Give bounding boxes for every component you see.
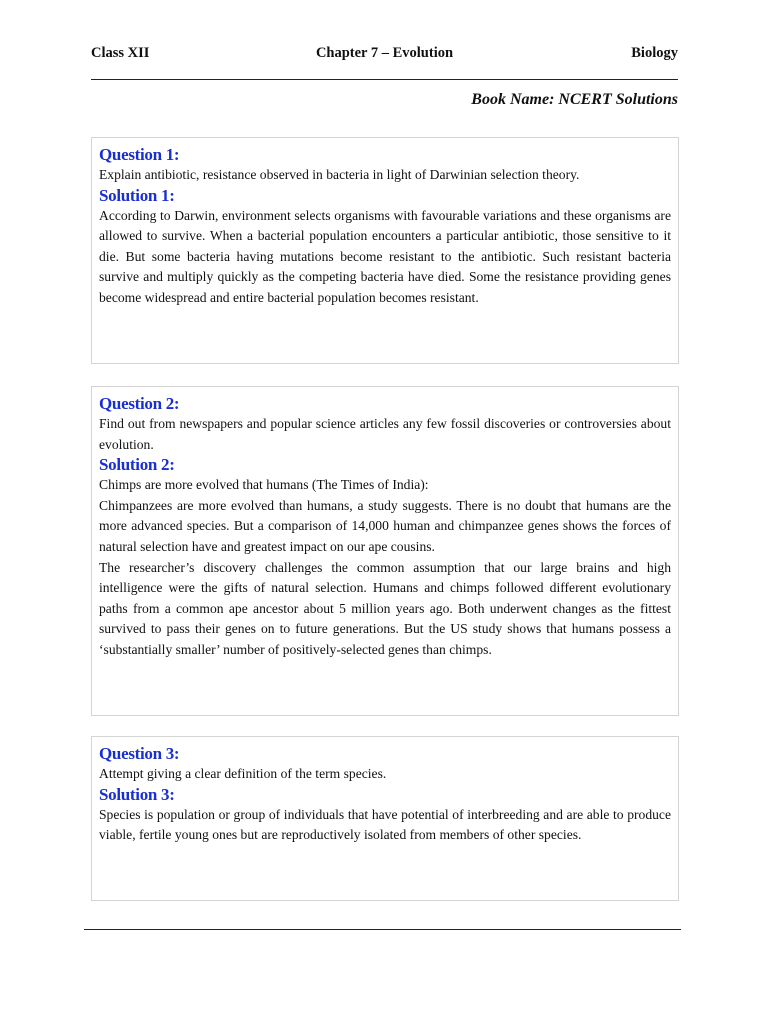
subject-label: Biology xyxy=(631,45,678,61)
question-text: Attempt giving a clear definition of the term species. xyxy=(99,766,387,781)
question-label: Question 2: xyxy=(99,394,180,413)
question-box-3 xyxy=(91,736,679,901)
solution-paragraph: Chimps are more evolved that humans (The Times of India): xyxy=(99,477,429,493)
page-header xyxy=(91,45,678,65)
question-box-1 xyxy=(91,137,679,364)
solution-label: Solution 1: xyxy=(99,185,175,205)
question-text: Explain antibiotic, resistance observed in bacteria in light of Darwinian selection theory. xyxy=(99,167,580,182)
header-divider xyxy=(91,79,678,80)
solution-text xyxy=(99,475,671,660)
solution-text xyxy=(99,206,671,309)
solution-label: Solution 2: xyxy=(99,455,175,475)
class-label: Class XII xyxy=(91,45,150,61)
solution-paragraph: According to Darwin, environment selects organisms with favourable variations and these organisms are allowed to survive. When a bacterial population encounters a particular antibiotic, those sensitive to it die. But some bacteria having mutations become resistant to the antibiotic. Such resistant bacteria survive and multiply quickly as the competing bacteria have died. Some the resistance providing genes become widespread and entire bacterial population becomes resistant. xyxy=(99,207,671,305)
question-label: Question 3: xyxy=(99,744,180,763)
solution-paragraph: Chimpanzees are more evolved than humans, a study suggests. There is no doubt that humans are the more advanced species. But a comparison of 14,000 human and chimpanzee genes shows the forces of natural selection have and greatest impact on our ape cousins. xyxy=(99,497,671,554)
question-box-2 xyxy=(91,386,679,716)
question-label: Question 1: xyxy=(99,145,180,164)
solution-paragraph: Species is population or group of individuals that have potential of interbreeding and are able to produce viable, fertile young ones but are reproductively isolated from members of other species. xyxy=(99,806,671,843)
solution-text xyxy=(99,805,671,846)
solution-label: Solution 3: xyxy=(99,784,175,804)
footer-divider xyxy=(84,929,681,930)
solution-paragraph: The researcher’s discovery challenges the common assumption that our large brains and high intelligence were the gifts of natural selection. Humans and chimps followed different evolutionary paths from a common ape ancestor about 5 million years ago. Both underwent changes as the fittest survived to pass their genes on to future generations. But the US study shows that humans possess a ‘substantially smaller’ number of positively-selected genes than chimps. xyxy=(99,559,671,657)
chapter-title: Chapter 7 – Evolution xyxy=(315,45,454,61)
question-text: Find out from newspapers and popular science articles any few fossil discoveries or controversies about evolution. xyxy=(99,416,671,452)
book-name: Book Name: NCERT Solutions xyxy=(471,91,678,108)
